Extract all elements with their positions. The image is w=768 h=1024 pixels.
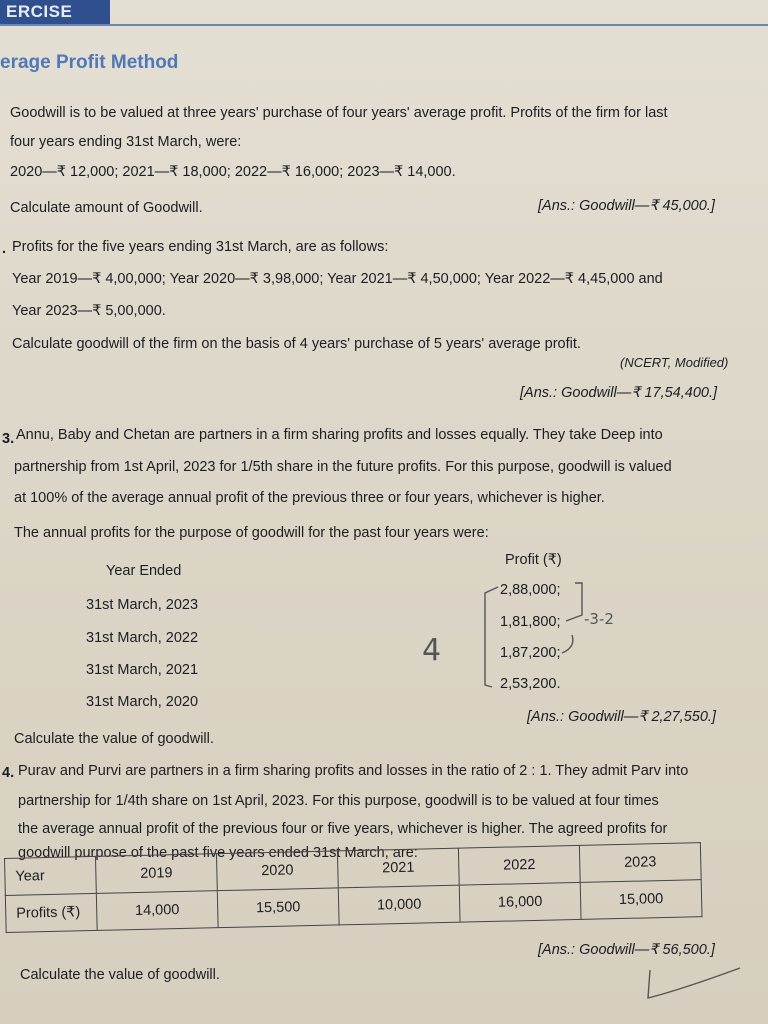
q3-row-year: 31st March, 2022 [86,630,199,646]
q1-line2: four years ending 31st March, were: [10,134,242,150]
handwritten-tick [640,960,750,1005]
q2-number: . [2,241,7,257]
q4-line1: Purav and Purvi are partners in a firm sharing profits and losses in the ratio of 2 : 1. They admit Parv into [18,763,689,779]
table-cell: Year [5,856,97,895]
q4-line4: goodwill purpose of the past five years ended 31st March, are: [18,845,418,861]
q3-row-year: 31st March, 2023 [86,597,199,613]
q3-row-year: 31st March, 2020 [86,694,199,710]
table-cell: 2021 [337,848,459,888]
q3-row-year: 31st March, 2021 [86,662,199,678]
exercise-title: ERCISE [6,2,73,21]
table-cell: 16,000 [459,882,581,922]
q3-col-profit: Profit (₹) [505,552,562,568]
table-cell: 2020 [216,851,338,891]
q3-line1: Annu, Baby and Chetan are partners in a firm sharing profits and losses equally. They take Deep into [16,427,663,443]
q2-line3: Year 2023—₹ 5,00,000. [12,303,166,319]
q3-line4: The annual profits for the purpose of goodwill for the past four years were: [14,525,489,541]
q1-line4: Calculate amount of Goodwill. [10,200,203,216]
q2-line2: Year 2019—₹ 4,00,000; Year 2020—₹ 3,98,000; Year 2021—₹ 4,50,000; Year 2022—₹ 4,45,000 and [12,271,663,287]
q1-line1: Goodwill is to be valued at three years' purchase of four years' average profit. Profits of the firm for last [10,105,668,121]
q3-row-profit: 1,87,200; [500,645,561,661]
table-cell: 2019 [95,854,217,894]
table-cell: 2023 [579,843,701,883]
q2-source: (NCERT, Modified) [620,355,729,370]
q4-line2: partnership for 1/4th share on 1st April, 2023. For this purpose, goodwill is to be valued at four times [18,793,659,809]
exercise-header [0,0,110,26]
q2-line4: Calculate goodwill of the firm on the basis of 4 years' purchase of 5 years' average profit. [12,336,581,352]
handwritten-four: 4 [422,633,442,668]
q2-answer: [Ans.: Goodwill—₹ 17,54,400.] [520,385,718,401]
header-divider [0,24,768,26]
table-cell: 15,000 [580,880,702,920]
q3-col-year: Year Ended [106,563,182,579]
q4-answer: [Ans.: Goodwill—₹ 56,500.] [538,942,715,958]
table-cell: 2022 [458,845,580,885]
q3-line5: Calculate the value of goodwill. [14,731,214,747]
q3-row-profit: 1,81,800; [500,614,561,630]
q2-line1: Profits for the five years ending 31st March, are as follows: [12,239,389,255]
q4-profit-table [4,842,703,933]
q3-number: 3. [2,431,15,447]
q3-line2: partnership from 1st April, 2023 for 1/5th share in the future profits. For this purpose, goodwill is valued [14,459,672,475]
handwritten-bracket [480,575,630,700]
q4-number: 4. [2,765,15,781]
table-cell: Profits (₹) [5,893,97,932]
q3-row-profit: 2,53,200. [500,676,561,692]
q1-line3: 2020—₹ 12,000; 2021—₹ 18,000; 2022—₹ 16,000; 2023—₹ 14,000. [10,164,456,180]
section-title: erage Profit Method [0,52,179,73]
table-cell: 10,000 [338,885,460,925]
q3-answer: [Ans.: Goodwill—₹ 2,27,550.] [527,709,716,725]
q3-line3: at 100% of the average annual profit of the previous three or four years, whichever is higher. [14,490,605,506]
table-cell: 14,000 [96,891,218,931]
table-cell: 15,500 [217,888,339,928]
q4-line3: the average annual profit of the previous four or five years, whichever is higher. The agreed profits for [18,821,668,837]
q3-row-profit: 2,88,000; [500,582,561,598]
q1-answer: [Ans.: Goodwill—₹ 45,000.] [538,198,715,214]
handwritten-ratio: -3-2 [584,610,614,628]
q4-line5: Calculate the value of goodwill. [20,967,220,983]
